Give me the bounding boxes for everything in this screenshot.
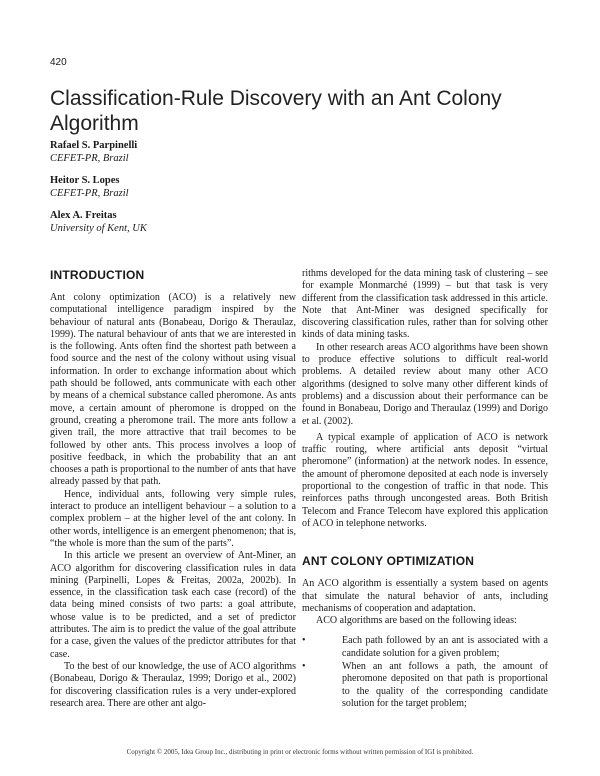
- intro-paragraph: Ant colony optimization (ACO) is a relatively new computational intelligence paradigm inspired by the behaviour of natural ants (Bonabeau, Dorigo & Theraulaz, 1999). The natural behaviour of ants that we are interested in is the following. Ants often find the shortest path between a food source and the nest of the colony without using visual information. In order to exchange information about which path should be followed, ants communicate with each other by means of a chemical substance called pheromone. As ants move, a certain amount of pheromone is dropped on the ground, creating a pheromone trail. The more ants follow a given trail, the more attractive that trail becomes to be followed by other ants. This process involves a loop of positive feedback, in which the probability that an ant chooses a path is proportional to the number of ants that have already passed by that path.: [50, 292, 296, 488]
- right-column: [302, 268, 548, 711]
- list-item-text: When an ant follows a path, the amount of pheromone deposited on that path is proportional to the quality of the corresponding candidate solution for the target problem;: [342, 661, 548, 709]
- author-affiliation: University of Kent, UK: [50, 223, 147, 234]
- author-name: Rafael S. Parpinelli: [50, 140, 138, 151]
- author-block: [50, 174, 350, 200]
- author-name: Heitor S. Lopes: [50, 175, 120, 186]
- section-heading-aco: ANT COLONY OPTIMIZATION: [302, 554, 475, 569]
- aco-paragraph: ACO algorithms are based on the following ideas:: [316, 615, 517, 627]
- intro-paragraph-continued: To the best of our knowledge, the use of ACO algorithms (Bonabeau, Dorigo & Theraulaz, 1999; Dorigo et al., 2002) for discovering classification rules is a very under-explored research area. There are other ant algo-: [50, 660, 296, 709]
- author-name: Alex A. Freitas: [50, 210, 117, 221]
- list-item: [302, 661, 548, 710]
- intro-paragraph: A typical example of application of ACO is network traffic routing, where artificial ants deposit “virtual pheromone” (information) at the network nodes. In essence, the amount of pheromone deposited at each node is inversely proportional to the congestion of traffic in that node. This reinforces paths through uncongested areas. Both British Telecom and France Telecom have explored this application of ACO in telephone networks.: [302, 431, 548, 529]
- aco-paragraph: An ACO algorithm is essentially a system based on agents that simulate the natural behavior of ants, including mechanisms of cooperation and adaptation.: [302, 578, 548, 614]
- list-item-text: Each path followed by an ant is associated with a candidate solution for a given problem;: [342, 635, 548, 659]
- bullet-icon: •: [302, 661, 306, 673]
- aco-ideas-list: [302, 635, 548, 710]
- intro-paragraph: In other research areas ACO algorithms have been shown to produce effective solutions to difficult real-world problems. A detailed review about many other ACO algorithms (designed to solve many other different kinds of problems) and a discussion about their performance can be found in Bonabeau, Dorigo and Theraulaz (1999) and Dorigo et al. (2002).: [302, 341, 548, 427]
- page-number: 420: [50, 57, 67, 68]
- article-title: Classification-Rule Discovery with an Ant Colony Algorithm: [50, 87, 502, 135]
- list-item: [302, 635, 548, 660]
- bullet-icon: •: [302, 635, 306, 647]
- left-column: [50, 268, 296, 710]
- intro-paragraph: Hence, individual ants, following very simple rules, interact to produce an intelligent behaviour – a solution to a complex problem – at the higher level of the ant colony. In other words, intelligence is an emergent phenomenon; that is, “the whole is more than the sum of the parts”.: [50, 488, 296, 549]
- author-block: [50, 209, 350, 235]
- intro-paragraph-continuation: rithms developed for the data mining task of clustering – see for example Monmarché (1999) – but that task is very different from the classification task addressed in this article. Note that Ant-Miner was designed specifically for discovering classification rules, rather than for solving other kinds of data mining tasks.: [302, 268, 548, 341]
- section-heading-introduction: INTRODUCTION: [50, 268, 145, 282]
- author-affiliation: CEFET-PR, Brazil: [50, 188, 129, 199]
- author-affiliation: CEFET-PR, Brazil: [50, 153, 129, 164]
- author-block: [50, 139, 350, 165]
- intro-paragraph: In this article we present an overview of Ant-Miner, an ACO algorithm for discovering classification rules in data mining (Parpinelli, Lopes & Freitas, 2002a, 2002b). In essence, in the classification task each case (record) of the data being mined consists of two parts: a goal attribute, whose value is to be predicted, and a set of predictor attributes. The aim is to predict the value of the goal attribute for a case, given the values of the predictor attributes for that case.: [50, 550, 296, 660]
- copyright-footer: Copyright © 2005, Idea Group Inc., distributing in print or electronic forms without written permission of IGI is prohibited.: [126, 748, 474, 756]
